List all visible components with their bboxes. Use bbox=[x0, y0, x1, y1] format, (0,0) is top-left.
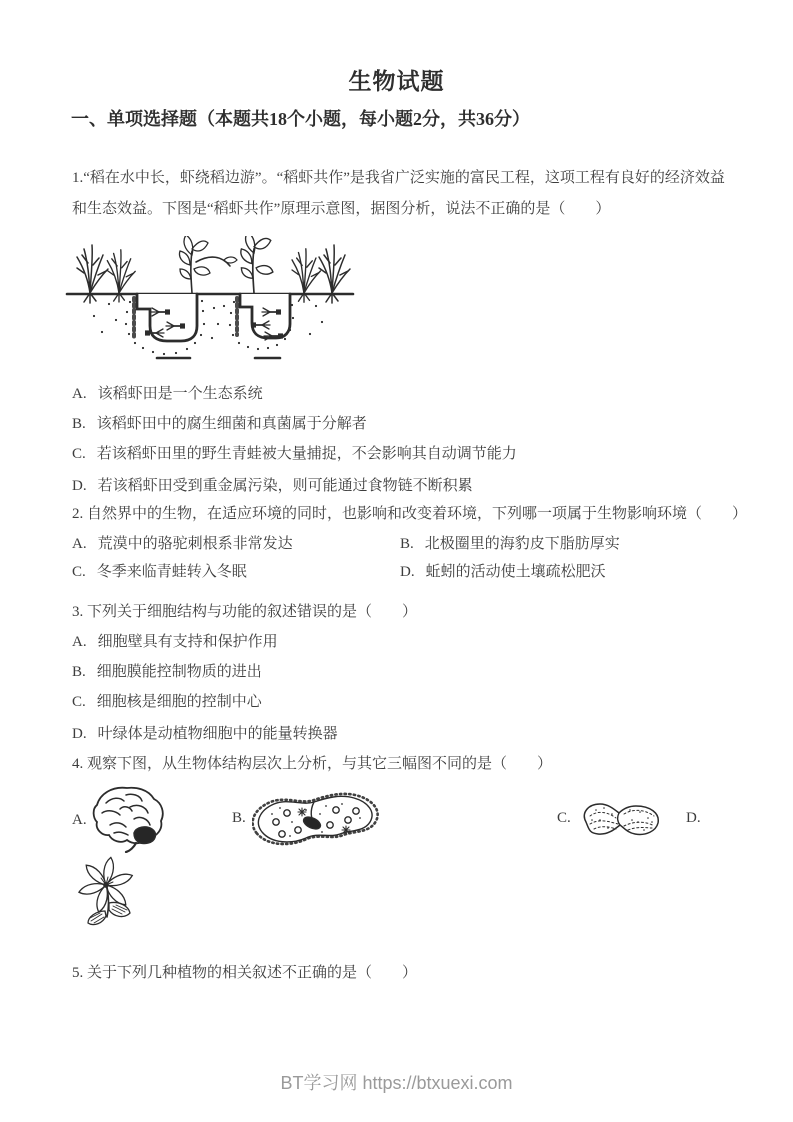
question-4-text: 4. 观察下图，从生物体结构层次上分析，与其它三幅图不同的是（ ） bbox=[72, 756, 553, 772]
q4-option-c-label: C. bbox=[557, 810, 571, 826]
q1-option-a bbox=[72, 382, 263, 403]
option-label: D. bbox=[72, 726, 87, 742]
q3-option-b bbox=[72, 660, 262, 681]
option-text: 蚯蚓的活动使土壤疏松肥沃 bbox=[425, 564, 606, 580]
q4-option-d-figure bbox=[76, 855, 140, 931]
option-label: B. bbox=[72, 664, 86, 680]
option-label: A. bbox=[72, 386, 87, 402]
q1-option-c bbox=[72, 442, 517, 463]
option-text: 荒漠中的骆驼刺根系非常发达 bbox=[97, 536, 293, 552]
section-header: 一、单项选择题（本题共18个小题，每小题2分，共36分） bbox=[71, 109, 530, 129]
rice-shrimp-figure bbox=[64, 236, 356, 366]
option-label: B. bbox=[400, 536, 414, 552]
paramecium-icon bbox=[252, 790, 380, 852]
q3-option-a bbox=[72, 630, 278, 651]
option-text: 该稻虾田中的腐生细菌和真菌属于分解者 bbox=[96, 416, 367, 432]
option-text: 冬季来临青蛙转入冬眠 bbox=[96, 564, 247, 580]
question-5-text: 5. 关于下列几种植物的相关叙述不正确的是（ ） bbox=[72, 965, 418, 981]
option-text: 该稻虾田是一个生态系统 bbox=[97, 386, 263, 402]
q1-option-b bbox=[72, 412, 367, 433]
option-label: C. bbox=[72, 564, 86, 580]
question-2-text: 2. 自然界中的生物，在适应环境的同时，也影响和改变着环境，下列哪一项属于生物影响环境（ ） bbox=[72, 506, 748, 522]
q2-option-a bbox=[72, 532, 293, 553]
option-label: C. bbox=[72, 446, 86, 462]
q2-option-b bbox=[400, 532, 620, 553]
option-label: A. bbox=[72, 634, 87, 650]
q3-option-c bbox=[72, 690, 262, 711]
brain-icon bbox=[90, 785, 168, 853]
q1-option-d bbox=[72, 474, 473, 495]
option-text: 北极圈里的海豹皮下脂肪厚实 bbox=[424, 536, 620, 552]
q4-option-b-figure bbox=[252, 790, 380, 852]
q4-option-d-label: D. bbox=[686, 810, 701, 826]
peanut-icon bbox=[578, 798, 664, 842]
q4-option-b-label: B. bbox=[232, 810, 246, 826]
option-label: D. bbox=[400, 564, 415, 580]
option-text: 细胞核是细胞的控制中心 bbox=[96, 694, 262, 710]
q3-option-d bbox=[72, 722, 338, 743]
option-label: A. bbox=[72, 536, 87, 552]
q2-option-d bbox=[400, 560, 606, 581]
option-text: 细胞膜能控制物质的进出 bbox=[96, 664, 262, 680]
option-text: 叶绿体是动植物细胞中的能量转换器 bbox=[97, 726, 338, 742]
option-label: B. bbox=[72, 416, 86, 432]
option-text: 细胞壁具有支持和保护作用 bbox=[97, 634, 278, 650]
footer-watermark: BT学习网 https://btxuexi.com bbox=[280, 1073, 513, 1093]
q4-option-a-figure bbox=[90, 785, 168, 853]
question-1-text bbox=[72, 163, 725, 225]
question-1-line-1: 1.“稻在水中长，虾绕稻边游”。“稻虾共作”是我省广泛实施的富民工程，这项工程有良好的经济效益 bbox=[72, 170, 725, 186]
flower-icon bbox=[76, 855, 140, 931]
q4-option-c-figure bbox=[578, 798, 664, 842]
option-text: 若该稻虾田里的野生青蛙被大量捕捉，不会影响其自动调节能力 bbox=[96, 446, 517, 462]
question-1-line-2: 和生态效益。下图是“稻虾共作”原理示意图，据图分析，说法不正确的是（ ） bbox=[72, 201, 611, 217]
option-text: 若该稻虾田受到重金属污染，则可能通过食物链不断积累 bbox=[97, 478, 473, 494]
rice-shrimp-figure-icon bbox=[64, 236, 356, 366]
q4-option-a-label: A. bbox=[72, 812, 87, 828]
option-label: D. bbox=[72, 478, 87, 494]
page-title: 生物试题 bbox=[348, 69, 445, 94]
option-label: C. bbox=[72, 694, 86, 710]
q2-option-c bbox=[72, 560, 247, 581]
question-3-text: 3. 下列关于细胞结构与功能的叙述错误的是（ ） bbox=[72, 604, 418, 620]
